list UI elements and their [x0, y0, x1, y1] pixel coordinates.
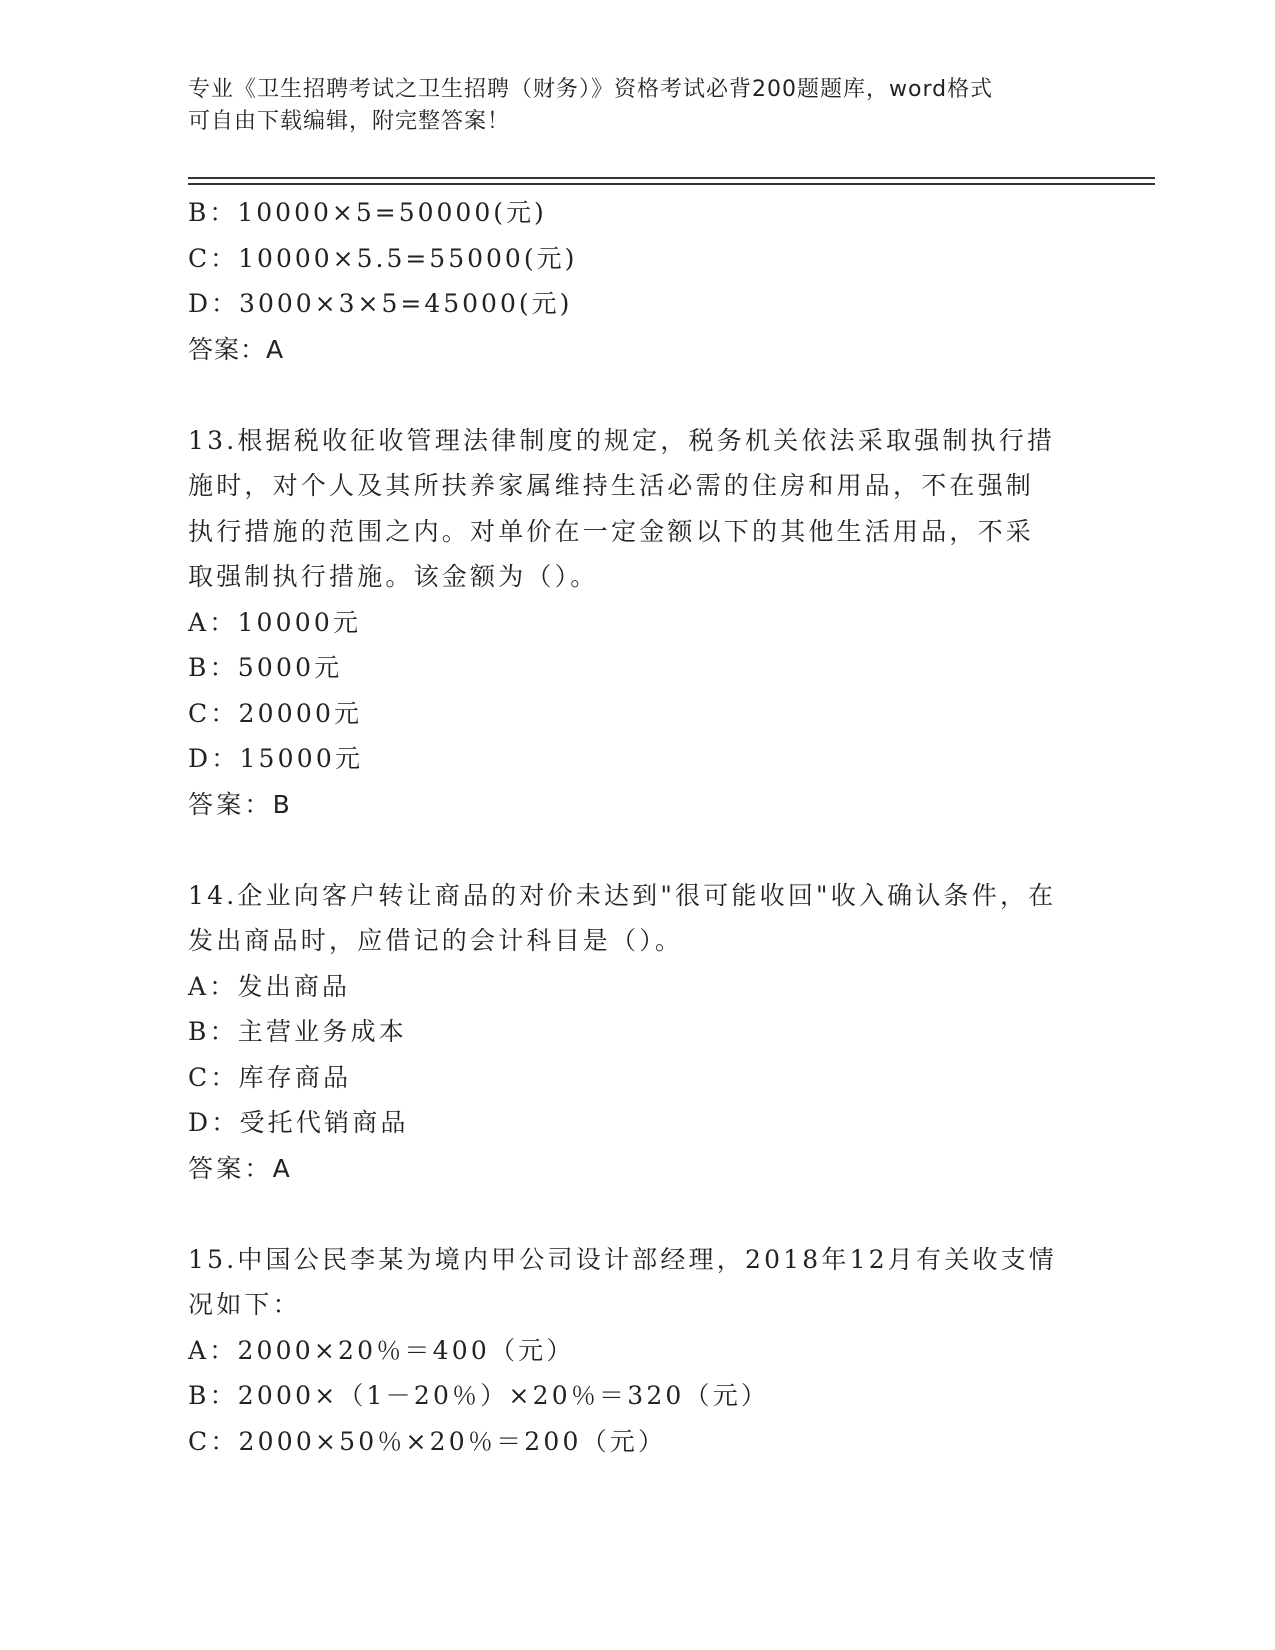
question-text-line: 15.中国公民李某为境内甲公司设计部经理，2018年12月有关收支情: [188, 1244, 1057, 1274]
header-line-1: 专业《卫生招聘考试之卫生招聘（财务）》资格考试必背200题题库，word格式: [188, 77, 994, 102]
option-b: B：主营业务成本: [188, 1017, 407, 1046]
spacer: [188, 372, 1088, 418]
option-c: C：库存商品: [188, 1062, 352, 1092]
option-a: A：2000×20％＝400（元）: [188, 1335, 575, 1365]
option-d: D：3000×3×5=45000(元): [188, 289, 573, 318]
spacer: [188, 1191, 1088, 1237]
spacer: [188, 827, 1088, 873]
option-b: B：5000元: [188, 653, 343, 682]
option-b: B：2000×（1－20％）×20％＝320（元）: [188, 1381, 770, 1410]
question-block-15: [188, 1237, 1088, 1465]
option-a: A：发出商品: [188, 971, 351, 1001]
question-text-line: 施时，对个人及其所扶养家属维持生活必需的住房和用品，不在强制: [188, 471, 1035, 500]
question-text-line: 发出商品时，应借记的会计科目是（）。: [188, 926, 684, 955]
option-a: A：10000元: [188, 607, 362, 637]
header-line-2: 可自由下载编辑，附完整答案！: [188, 109, 511, 134]
option-d: D：15000元: [188, 744, 364, 773]
question-text-line: 况如下：: [188, 1290, 301, 1319]
question-block-13: [188, 418, 1088, 828]
option-c: C：10000×5.5=55000(元): [188, 243, 578, 273]
question-text-line: 取强制执行措施。该金额为（）。: [188, 562, 599, 591]
question-block-12: [188, 190, 1088, 372]
option-c: C：2000×50％×20％＝200（元）: [188, 1426, 667, 1456]
option-b: B：10000×5=50000(元): [188, 198, 547, 227]
document-header: [188, 74, 1088, 138]
answer-line: 答案：A: [188, 334, 285, 364]
question-block-14: [188, 873, 1088, 1192]
option-d: D：受托代销商品: [188, 1108, 409, 1137]
header-divider-top: [188, 177, 1155, 179]
header-divider-bottom: [188, 183, 1155, 185]
question-text-line: 13.根据税收征收管理法律制度的规定，税务机关依法采取强制执行措: [188, 425, 1056, 455]
document-body: [188, 190, 1088, 1464]
answer-line: 答案：A: [188, 1153, 293, 1183]
question-text-line: 执行措施的范围之内。对单价在一定金额以下的其他生活用品，不采: [188, 516, 1035, 546]
answer-line: 答案：B: [188, 789, 293, 819]
option-c: C：20000元: [188, 698, 363, 728]
question-text-line: 14.企业向客户转让商品的对价未达到"很可能收回"收入确认条件，在: [188, 880, 1057, 910]
